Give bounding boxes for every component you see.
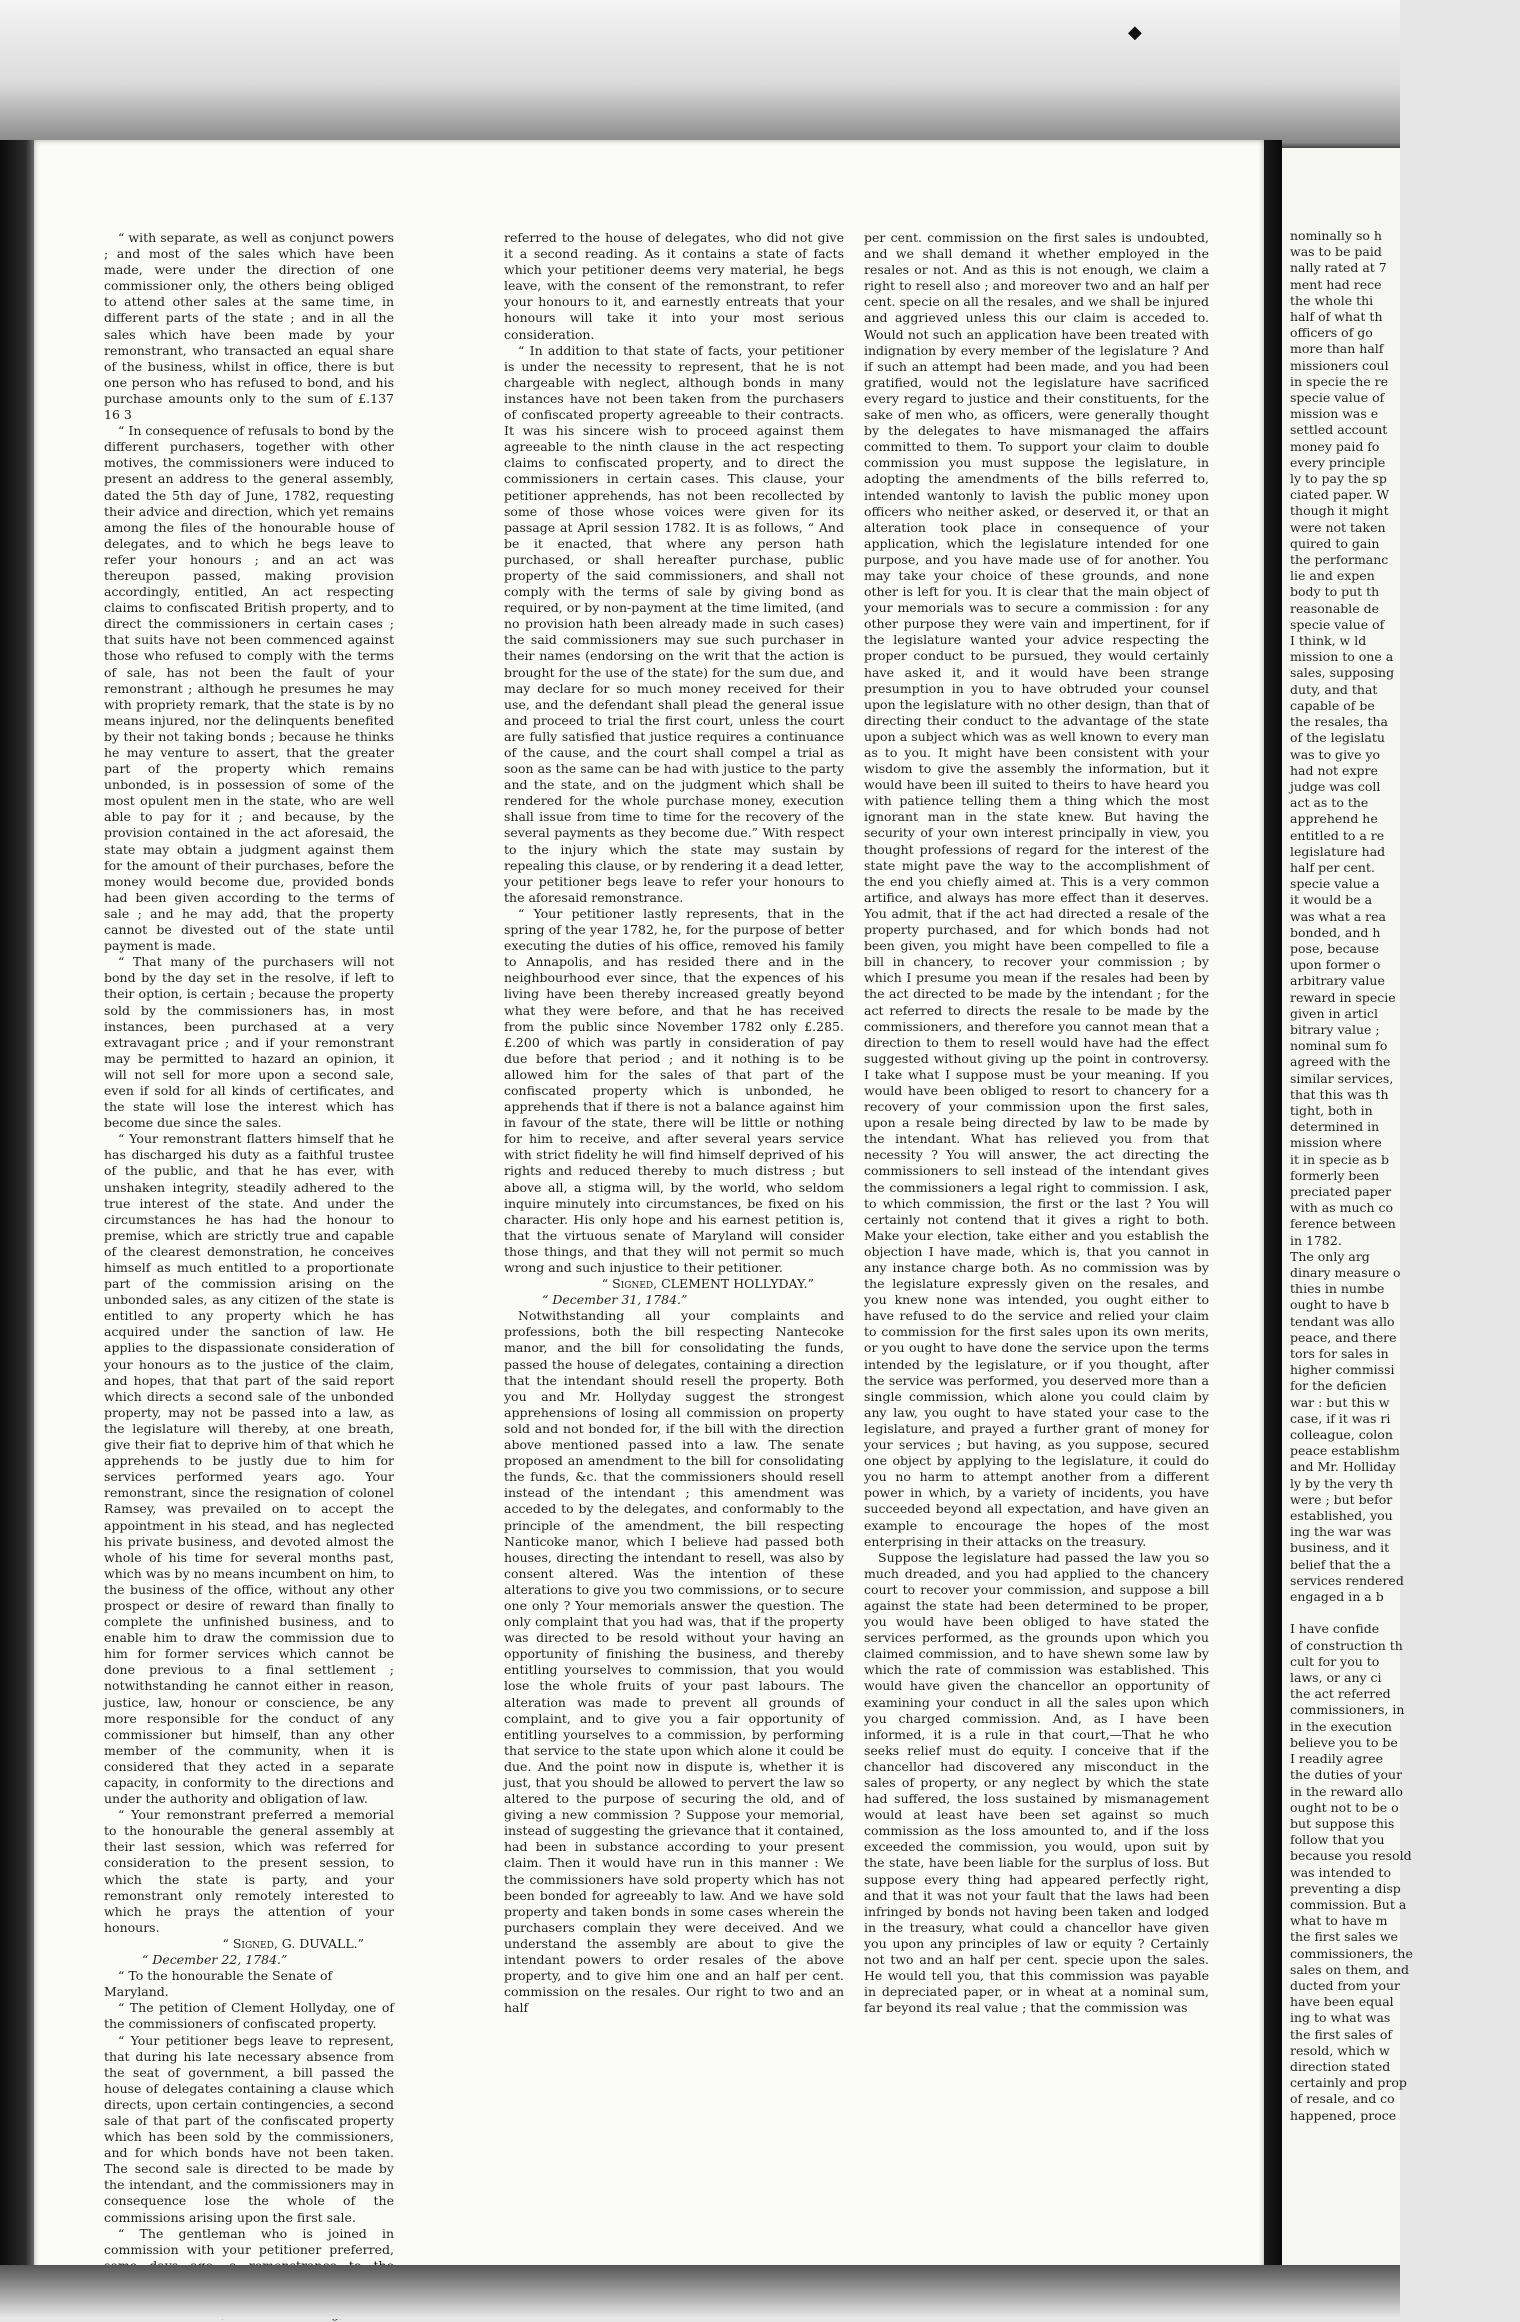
text-line: war : but this w xyxy=(1290,1394,1390,1410)
paragraph: “ The petition of Clement Hollyday, one of the commissioners of confiscated property. xyxy=(104,2000,394,2032)
text-line: commission. But a xyxy=(1290,1896,1407,1912)
text-line: formerly been xyxy=(1290,1167,1380,1183)
adjacent-page-fragment xyxy=(1282,148,1413,2268)
text-line: were not taken xyxy=(1290,519,1386,535)
text-line: reward in specie xyxy=(1290,989,1396,1005)
text-line: quired to gain xyxy=(1290,535,1380,551)
text-line: for the deficien xyxy=(1290,1378,1387,1394)
text-line: happened, proce xyxy=(1290,2107,1397,2123)
text-line: resold, which w xyxy=(1290,2042,1390,2058)
date-line: “ December 31, 1784.” xyxy=(542,1292,688,1308)
paragraph: Suppose the legislature had passed the law you so much dreaded, and you had applied to the chancery court to recover your commission, and suppose a bill against the state had been determined to be proper, you would have been obliged to have stated the services performed, as the grounds upon which you claimed commission, and to have shewn some law by which the rate of commission was established. This would have given the chancellor an opportunity of examining your conduct in all the sales upon which you charged commission. And, as I have been informed, it is a rule in that court,—That he who seeks relief must do equity. I conceive that if the chancellor had discovered any misconduct in the sales of property, or any neglect by which the state had suffered, the loss sustained by mismanagement would at least have been set against so much commission as the loss amounted to, and if the loss exceeded the commission, you would, upon suit by the state, have been liable for the surplus of loss. But suppose every thing had appeared perfectly right, and that it was not your fault that the laws had been infringed by bonds not having been taken and lodged in the treasury, what could a chancellor have given you upon any principles of law or equity ? Certainly not two and an half per cent. specie upon the sales. He would tell you, that this commission was payable in depreciated paper, or in wheat at a nominal sum, far beyond its real value ; that the commission was xyxy=(864,1549,1209,2016)
text-line: tendant was allo xyxy=(1290,1313,1395,1329)
text-line: apprehend he xyxy=(1290,811,1378,827)
paragraph: “ Your petitioner begs leave to represent, that during his late necessary absence from the seat of government, a bill passed the house of delegates containing a clause which directs, upon certain contingencies, a second sale of that part of the confiscated property which has been sold by the commissioners, and for which bonds have not been taken. The second sale is directed to be made by the intendant, and the commissioners may in consequence lose the whole of the commissions arising upon the first sale. xyxy=(104,2032,394,2225)
text-line: dinary measure o xyxy=(1290,1265,1401,1280)
text-line: with as much co xyxy=(1290,1200,1394,1216)
text-line: entitled to a re xyxy=(1290,827,1385,843)
date-line: “ December 22, 1784.” xyxy=(142,1952,288,1968)
text-line: was to be paid xyxy=(1290,244,1382,260)
text-line: ing to what was xyxy=(1290,2010,1391,2026)
text-column-partial xyxy=(1290,228,1520,2258)
text-line: ought not to be o xyxy=(1290,1799,1399,1815)
text-line: the act referred xyxy=(1290,1686,1391,1702)
text-line: the first sales we xyxy=(1290,1929,1398,1945)
text-line: the resales, tha xyxy=(1290,714,1388,730)
text-line: more than half xyxy=(1290,341,1384,357)
text-line: nominal sum fo xyxy=(1290,1038,1388,1054)
text-line: cult for you to xyxy=(1290,1653,1380,1669)
text-line: because you resold xyxy=(1290,1848,1412,1864)
text-line: ly by the very th xyxy=(1290,1475,1394,1491)
paragraph: “ In addition to that state of facts, your petitioner is under the necessity to represent, that he is not chargeable with neglect, although bonds in many instances have not been taken from the purchasers of confiscated property agreeable to their contracts. It was his sincere wish to proceed against them agreeable to the ninth clause in the act respecting claims to confiscated property, and to direct the commissioners in certain cases. This clause, your petitioner apprehends, has not been recollected by some of those whose voices were given for its passage at April session 1782. It is as follows, “ And be it enacted, that where any person hath purchased, or shall hereafter purchase, public property of the said commissioners, and shall not comply with the terms of sale by giving bond as required, or by non-payment at the time limited, (and no provision hath been already made in such cases) the said commissioners may sue such purchaser in their names (endorsing on the writ that the action is brought for the use of the state) for the sum due, and may declare for so much money received for their use, and the defendant shall plead the general issue and proceed to trial the first court, unless the court are fully satisfied that justice requires a continuance of the cause, and the court shall compel a trial as soon as the same can be had with justice to the party and the state, and on the judgment which shall be rendered for the whole purchase money, execution shall issue from time to time for the recovery of the several payments as they become due.” With respect to the injury which the state may sustain by repealing this clause, or by rendering it a dead letter, your petitioner begs leave to refer your honours to the aforesaid remonstrance. xyxy=(504,342,844,905)
text-line: sales on them, and xyxy=(1290,1961,1409,1977)
text-line: similar services, xyxy=(1290,1070,1394,1086)
paragraph: referred to the house of delegates, who did not give it a second reading. As it contains a state of facts which your petitioner deems very material, he begs leave, with the consent of the remonstrant, to refer your honours to it, and earnestly entreats that your honours will take it into your most serious consideration. xyxy=(504,230,844,342)
text-line: in 1782. xyxy=(1290,1232,1342,1248)
text-line: was what a rea xyxy=(1290,908,1386,924)
text-line: what to have m xyxy=(1290,1913,1388,1929)
text-line: ference between xyxy=(1290,1216,1396,1232)
paragraph: “ with separate, as well as conjunct powers ; and most of the sales which have been made, were under the direction of one commissioner only, the others being obliged to attend other sales at the same time, in different parts of the state ; and in all the sales which have been made by your remonstrant, who transacted an equal share of the business, whilst in office, there is but one person who has refused to bond, and his purchase amounts only to the sum of £.137 16 3 xyxy=(104,230,394,423)
signature-duvall: “ Signed, G. DUVALL.” xyxy=(222,1935,364,1951)
text-line: that this was th xyxy=(1290,1086,1389,1102)
text-line: the duties of your xyxy=(1290,1767,1403,1783)
text-line: higher commissi xyxy=(1290,1362,1395,1378)
text-line: ought to have b xyxy=(1290,1297,1390,1313)
text-line: ly to pay the sp xyxy=(1290,471,1387,487)
text-line: tors for sales in xyxy=(1290,1346,1389,1362)
paragraph: “ The gentleman who is joined in commission with your petitioner preferred, xyxy=(104,2225,394,2257)
text-line: commissioners, in xyxy=(1290,1702,1405,1718)
text-line: ment had rece xyxy=(1290,276,1382,292)
text-line: in specie the re xyxy=(1290,373,1389,389)
text-line: peace, and there xyxy=(1290,1329,1397,1345)
text-line: given in articl xyxy=(1290,1005,1378,1021)
text-line: direction stated xyxy=(1290,2058,1391,2074)
page-gutter xyxy=(1264,140,1282,2275)
text-line: bitrary value ; xyxy=(1290,1021,1380,1037)
text-line: capable of be xyxy=(1290,697,1375,713)
text-line: mission to one a xyxy=(1290,649,1394,665)
text-line: I have confide xyxy=(1290,1621,1380,1637)
text-line: mission was e xyxy=(1290,406,1379,422)
text-line: business, and it xyxy=(1290,1540,1390,1556)
text-line: judge was coll xyxy=(1290,778,1381,794)
text-line: settled account xyxy=(1290,422,1388,438)
text-line: lie and expen xyxy=(1290,568,1375,584)
signature-hollyday: “ Signed, CLEMENT HOLLYDAY.” xyxy=(601,1276,814,1292)
text-line: colleague, colon xyxy=(1290,1427,1393,1443)
text-line: pose, because xyxy=(1290,940,1380,956)
paragraph: “ Your remonstrant preferred a memorial to the honourable the general assembly at their last session, which was referred for consideration to the present session, to which the state is party, and your remonstrant only remotely interested to which he prays the attention of your honours. xyxy=(104,1807,394,1935)
text-line xyxy=(1290,1605,1520,1621)
text-line: sales, supposing xyxy=(1290,665,1395,681)
text-line: commissioners, the xyxy=(1290,1945,1413,1961)
text-line: the whole thi xyxy=(1290,292,1374,308)
text-line: upon former o xyxy=(1290,957,1381,973)
text-line: was to give yo xyxy=(1290,746,1381,762)
text-line: laws, or any ci xyxy=(1290,1670,1382,1686)
book-binding-edge xyxy=(0,140,34,2275)
paragraph: Notwithstanding all your complaints and professions, both the bill respecting Nantecoke manor, and the bill for consolidating the funds, passed the house of delegates, containing a direction that the intendant should resell the property. Both you and Mr. Hollyday suggest the strongest apprehensions of losing all commission on property sold and not bonded for, if the bill with the direction above mentioned passed into a law. The senate proposed an amendment to the bill for consolidating the funds, &c. that the commissioners should resell instead of the intendant ; this amendment was acceded to by the delegates, and conformably to the principle of the amendment, the bill respecting Nanticoke manor, which I believe had passed both houses, directing the intendant to resell, was also by consent altered. Was the intention of these alterations to give you two commissions, or to secure one only ? Your memorials answer the question. The only complaint that you had was, that if the property was directed to be resold without your having an opportunity of finishing the business, and thereby entitling yourselves to commission, that you would lose the whole fruits of your past labours. The alteration was made to prevent all grounds of complaint, and to give you a fair opportunity of entitling yourselves to a commission, by performing that service to the state upon which alone it could be due. And the point now in dispute is, whether it is just, that you should be allowed to pervert the law so altered to the purpose of securing the old, and of giving a new commission ? Suppose your memorial, instead of suggesting the grievance that it contained, had been in substance according to your present claim. Then it would have run in this manner : We the commissioners have sold property which has not been bonded for agreeably to law. And we have sold property and taken bonds in some cases wherein the purchasers complain they were deceived. And we understand the assembly are about to give the intendant powers to order resales of the above property, and to give him one and an half per cent. commission on the resales. Our right to two and an half xyxy=(504,1308,844,2016)
text-line: every principle xyxy=(1290,454,1386,470)
text-line: it would be a xyxy=(1290,892,1373,908)
newspaper-page xyxy=(34,140,1264,2270)
text-column-1 xyxy=(104,230,394,2257)
text-line: reasonable de xyxy=(1290,600,1380,616)
text-line: the performanc xyxy=(1290,552,1389,568)
text-line: of construction th xyxy=(1290,1637,1403,1653)
text-column-3 xyxy=(864,230,1209,2240)
text-line: thies in numbe xyxy=(1290,1281,1385,1297)
text-line: bonded, and h xyxy=(1290,924,1381,940)
text-line: belief that the a xyxy=(1290,1556,1391,1572)
text-line: preciated paper xyxy=(1290,1183,1392,1199)
text-line: in the reward allo xyxy=(1290,1783,1403,1799)
text-line: half of what th xyxy=(1290,309,1383,325)
paragraph: per cent. commission on the first sales is undoubted, and we shall demand it whether employed in the resales or not. And as this is not enough, we claim a right to resell also ; and moreover two and an half per cent. specie on all the resales, and we shall be injured and aggrieved unless this our claim is acceded to. Would not such an application have been treated with indignation by every member of the legislature ? And if such an attempt had been made, and you had been gratified, would not the legislature have sacrificed every regard to justice and their constituents, for the sake of men who, as officers, were generally thought by the delegates to have mismanaged the affairs committed to them. To support your claim to double commission you must suppose the legislature, in adopting the amendments of the bills referred to, intended wantonly to lavish the public money upon officers who neither asked, or deserved it, or that an alteration took place in consequence of your application, which the legislature intended for one purpose, and you have made use of for another. You may take your choice of these grounds, and none other is left for you. It is clear that the main object of your memorials was to secure a commission : for any other purpose they were vain and impertinent, for if the legislature wanted your advice respecting the proper conduct to be pursued, they would certainly have asked it, and it would have been strange presumption in you to have obtruded your counsel upon the legislature with no other design, than that of directing their conduct to the advantage of the state upon a subject which was as well known to every man as to you. It might have been consistent with your wisdom to give the assembly the information, but it would have been ill suited to theirs to have heard you with patience telling them a thing which the most ignorant man in the state knew. But having the security of your own interest principally in view, you thought professions of regard for the interest of the state might pave the way to the accomplishment of the end you chiefly aimed at. This is a very common artifice, and always has more effect than it deserves. You admit, that if the act had directed a resale of the property purchased, and for which bonds had not been given, you might have been compelled to file a bill in chancery, to recover your commission ; by which I presume you mean if the resales had been by the act directed to be made by the intendant ; for the act referred to directs the resale to be made by the commissioners, and therefore you cannot mean that a direction to them to resell would have had the effect suggested without giving up the point in controversy. I take what I suppose must be your meaning. If you would have been obliged to resort to chancery for a recovery of your commission upon the first sales, upon a resale being directed by law to be made by the intendant. What has relieved you from that necessity ? You will answer, the act directing the commissioners to sell instead of the intendant gives the commissioners a legal right to commission. I ask, to which commission, the first or the last ? You will certainly not contend that it gives a right to both. Make your election, take either and you establish the objection I have made, which is, that you cannot in any instance charge both. As no commission was by the legislature expressly given on the resales, and you knew none was intended, you ought either to have refused to do the service and relied your claim to commission for the first sales upon its own merits, or you ought to have done the service upon the terms intended by the legislature, or if you thought, after the service was performed, you deserved more than a single commission, which alone you could claim by any law, you ought to have stated your case to the legislature, and prayed a further grant of money for your services ; but having, as you suppose, secured one object by applying to the legislature, it could do you no harm to attempt another from a different power in which, by a variety of incidents, you have succeeded beyond all expectation, and have given an example to encourage the hopes of the most enterprising in their attacks on the treasury. xyxy=(864,230,1210,1549)
petition-heading: “ To the honourable the Senate of Maryland. xyxy=(104,1968,333,2000)
text-line: half per cent. xyxy=(1290,859,1375,875)
text-line: the first sales of xyxy=(1290,2026,1392,2042)
text-line: ducted from your xyxy=(1290,1977,1401,1993)
text-line: follow that you xyxy=(1290,1832,1385,1848)
text-line: certainly and prop xyxy=(1290,2075,1407,2091)
text-line: body to put th xyxy=(1290,584,1380,600)
text-column-2 xyxy=(504,230,844,2240)
text-line: it in specie as b xyxy=(1290,1151,1390,1167)
text-line: services rendered xyxy=(1290,1572,1404,1588)
text-line: were ; but befor xyxy=(1290,1491,1393,1507)
paragraph: “ Your remonstrant flatters himself that he has discharged his duty as a faithful trustee of the public, and that he has ever, with unshaken integrity, steadily adhered to the true interest of the state. And under the circumstances he has had the honour to premise, which are strictly true and capable of the clearest demonstration, he conceives himself as much entitled to a proportionate part of the commission arising on the unbonded sales, as any citizen of the state is entitled to any property which he has acquired under the sanction of law. He applies to the dispassionate consideration of your honours as to the justice of the claim, and hopes, that that part of the said report which directs a second sale of the unbonded property, may not be passed into a law, as the legislature will thereby, at one breath, give their fiat to deprive him of that which he apprehends to be justly due to him for services performed years ago. Your remonstrant, since the resignation of colonel Ramsey, was prevailed on to accept the appointment in his stead, and has neglected his private business, and devoted almost the whole of his time for several months past, which was by no means incumbent on him, to the business of the office, without any other prospect or desire of reward than finally to complete the unfinished business, and to enable him to draw the commission due to him for former services which cannot be done previous to a final settlement ; notwithstanding he cannot either in reason, justice, law, honour or conscience, be any more responsible for the conduct of any commissioner but himself, than any other member of the community, when it is considered that they acted in a separate capacity, in conformity to the directions and under the authority and obligation of law. xyxy=(104,1131,394,1807)
text-line: mission where xyxy=(1290,1135,1382,1151)
text-line: believe you to be xyxy=(1290,1734,1398,1750)
text-line: determined in xyxy=(1290,1119,1380,1135)
text-line: ciated paper. W xyxy=(1290,487,1390,503)
text-line: The only arg xyxy=(1290,1248,1370,1264)
text-line: act as to the xyxy=(1290,795,1369,811)
text-line: of resale, and co xyxy=(1290,2091,1395,2107)
paragraph: “ That many of the purchasers will not bond by the day set in the resolve, if left to their option, is certain ; because the property sold by the commissioners has, in most instances, been purchased at a very extravagant price ; and if your remonstrant may be permitted to hazard an opinion, it will not sell for more upon a second sale, even if sold for all kinds of certificates, and the state will lose the interest which has become due since the sales. xyxy=(104,954,394,1131)
text-line: nally rated at 7 xyxy=(1290,260,1387,276)
text-line: had not expre xyxy=(1290,762,1378,778)
ink-mark-icon: ◆ xyxy=(1128,22,1142,43)
text-line: though it might xyxy=(1290,503,1389,519)
text-line: specie value of xyxy=(1290,390,1385,406)
text-line: peace establishm xyxy=(1290,1443,1400,1459)
text-line: agreed with the xyxy=(1290,1054,1391,1070)
text-line: and Mr. Holliday xyxy=(1290,1459,1396,1475)
text-line: ing the war was xyxy=(1290,1524,1392,1540)
text-line: of the legislatu xyxy=(1290,730,1385,746)
scan-top-border xyxy=(0,0,1400,150)
text-line: have been equal xyxy=(1290,1994,1394,2010)
text-line: specie value a xyxy=(1290,876,1380,892)
text-line: tight, both in xyxy=(1290,1102,1373,1118)
scan-bottom-border xyxy=(0,2265,1400,2319)
text-line: case, if it was ri xyxy=(1290,1410,1391,1426)
text-line: specie value of xyxy=(1290,616,1385,632)
text-line: was intended to xyxy=(1290,1864,1391,1880)
text-line: engaged in a b xyxy=(1290,1589,1384,1605)
text-line: arbitrary value xyxy=(1290,973,1385,989)
text-line: missioners coul xyxy=(1290,357,1389,373)
text-line: established, you xyxy=(1290,1508,1393,1524)
text-line: in the execution xyxy=(1290,1718,1392,1734)
text-line: preventing a disp xyxy=(1290,1880,1401,1896)
text-line: nominally so h xyxy=(1290,228,1382,243)
text-line: money paid fo xyxy=(1290,438,1380,454)
text-line: duty, and that xyxy=(1290,681,1378,697)
text-line: but suppose this xyxy=(1290,1815,1395,1831)
text-line: I think, w ld xyxy=(1290,633,1367,649)
text-line: officers of go xyxy=(1290,325,1373,341)
text-line: I readily agree xyxy=(1290,1751,1383,1767)
paragraph: “ In consequence of refusals to bond by the different purchasers, together with other motives, the commissioners were induced to present an address to the general assembly, dated the 5th day of June, 1782, requesting their advice and direction, which yet remains among the files of the honourable house of delegates, and to which he begs leave to refer your honours ; and an act was thereupon passed, making provision accordingly, entitled, An act respecting claims to confiscated British property, and to direct the commissioners in certain cases ; that suits have not been commenced against those who refused to comply with the terms of sale, has not been the fault of your remonstrant ; although he presumes he may with propriety remark, that the state is by no means injured, nor the delinquents benefited by their not taking bonds ; because he thinks he may venture to assert, that the greater part of the property which remains unbonded, is in possession of some of the most opulent men in the state, who are well able to pay for it ; and because, by the provision contained in the act aforesaid, the state may obtain a judgment against them for the amount of their purchases, before the money would become due, provided bonds had been given according to the terms of sale ; and he may add, that the property cannot be divested out of the state until payment is made. xyxy=(104,423,394,954)
paragraph: “ Your petitioner lastly represents, that in the spring of the year 1782, he, for the purpose of better executing the duties of his office, removed his family to Annapolis, and has resided there and in the neighbourhood ever since, that the expences of his living have been thereby increased greatly beyond what they were before, and that he has received from the public since November 1782 only £.285. £.200 of which was partly in consideration of pay due before that period ; and it nothing is to be allowed him for the sales of that part of the confiscated property which is unbonded, he apprehends that if there is not a balance against him in favour of the state, there will be little or nothing for him to receive, and after several years service with strict fidelity he will find himself deprived of his rights and reduced thereby to much distress ; but above all, a stigma will, by the world, who seldom inquire minutely into circumstances, be fixed on his character. His only hope and his earnest petition is, that the virtuous senate of Maryland will consider those things, and that they will not permit so much wrong and such injustice to their petitioner. xyxy=(504,905,844,1275)
text-line: legislature had xyxy=(1290,843,1386,859)
